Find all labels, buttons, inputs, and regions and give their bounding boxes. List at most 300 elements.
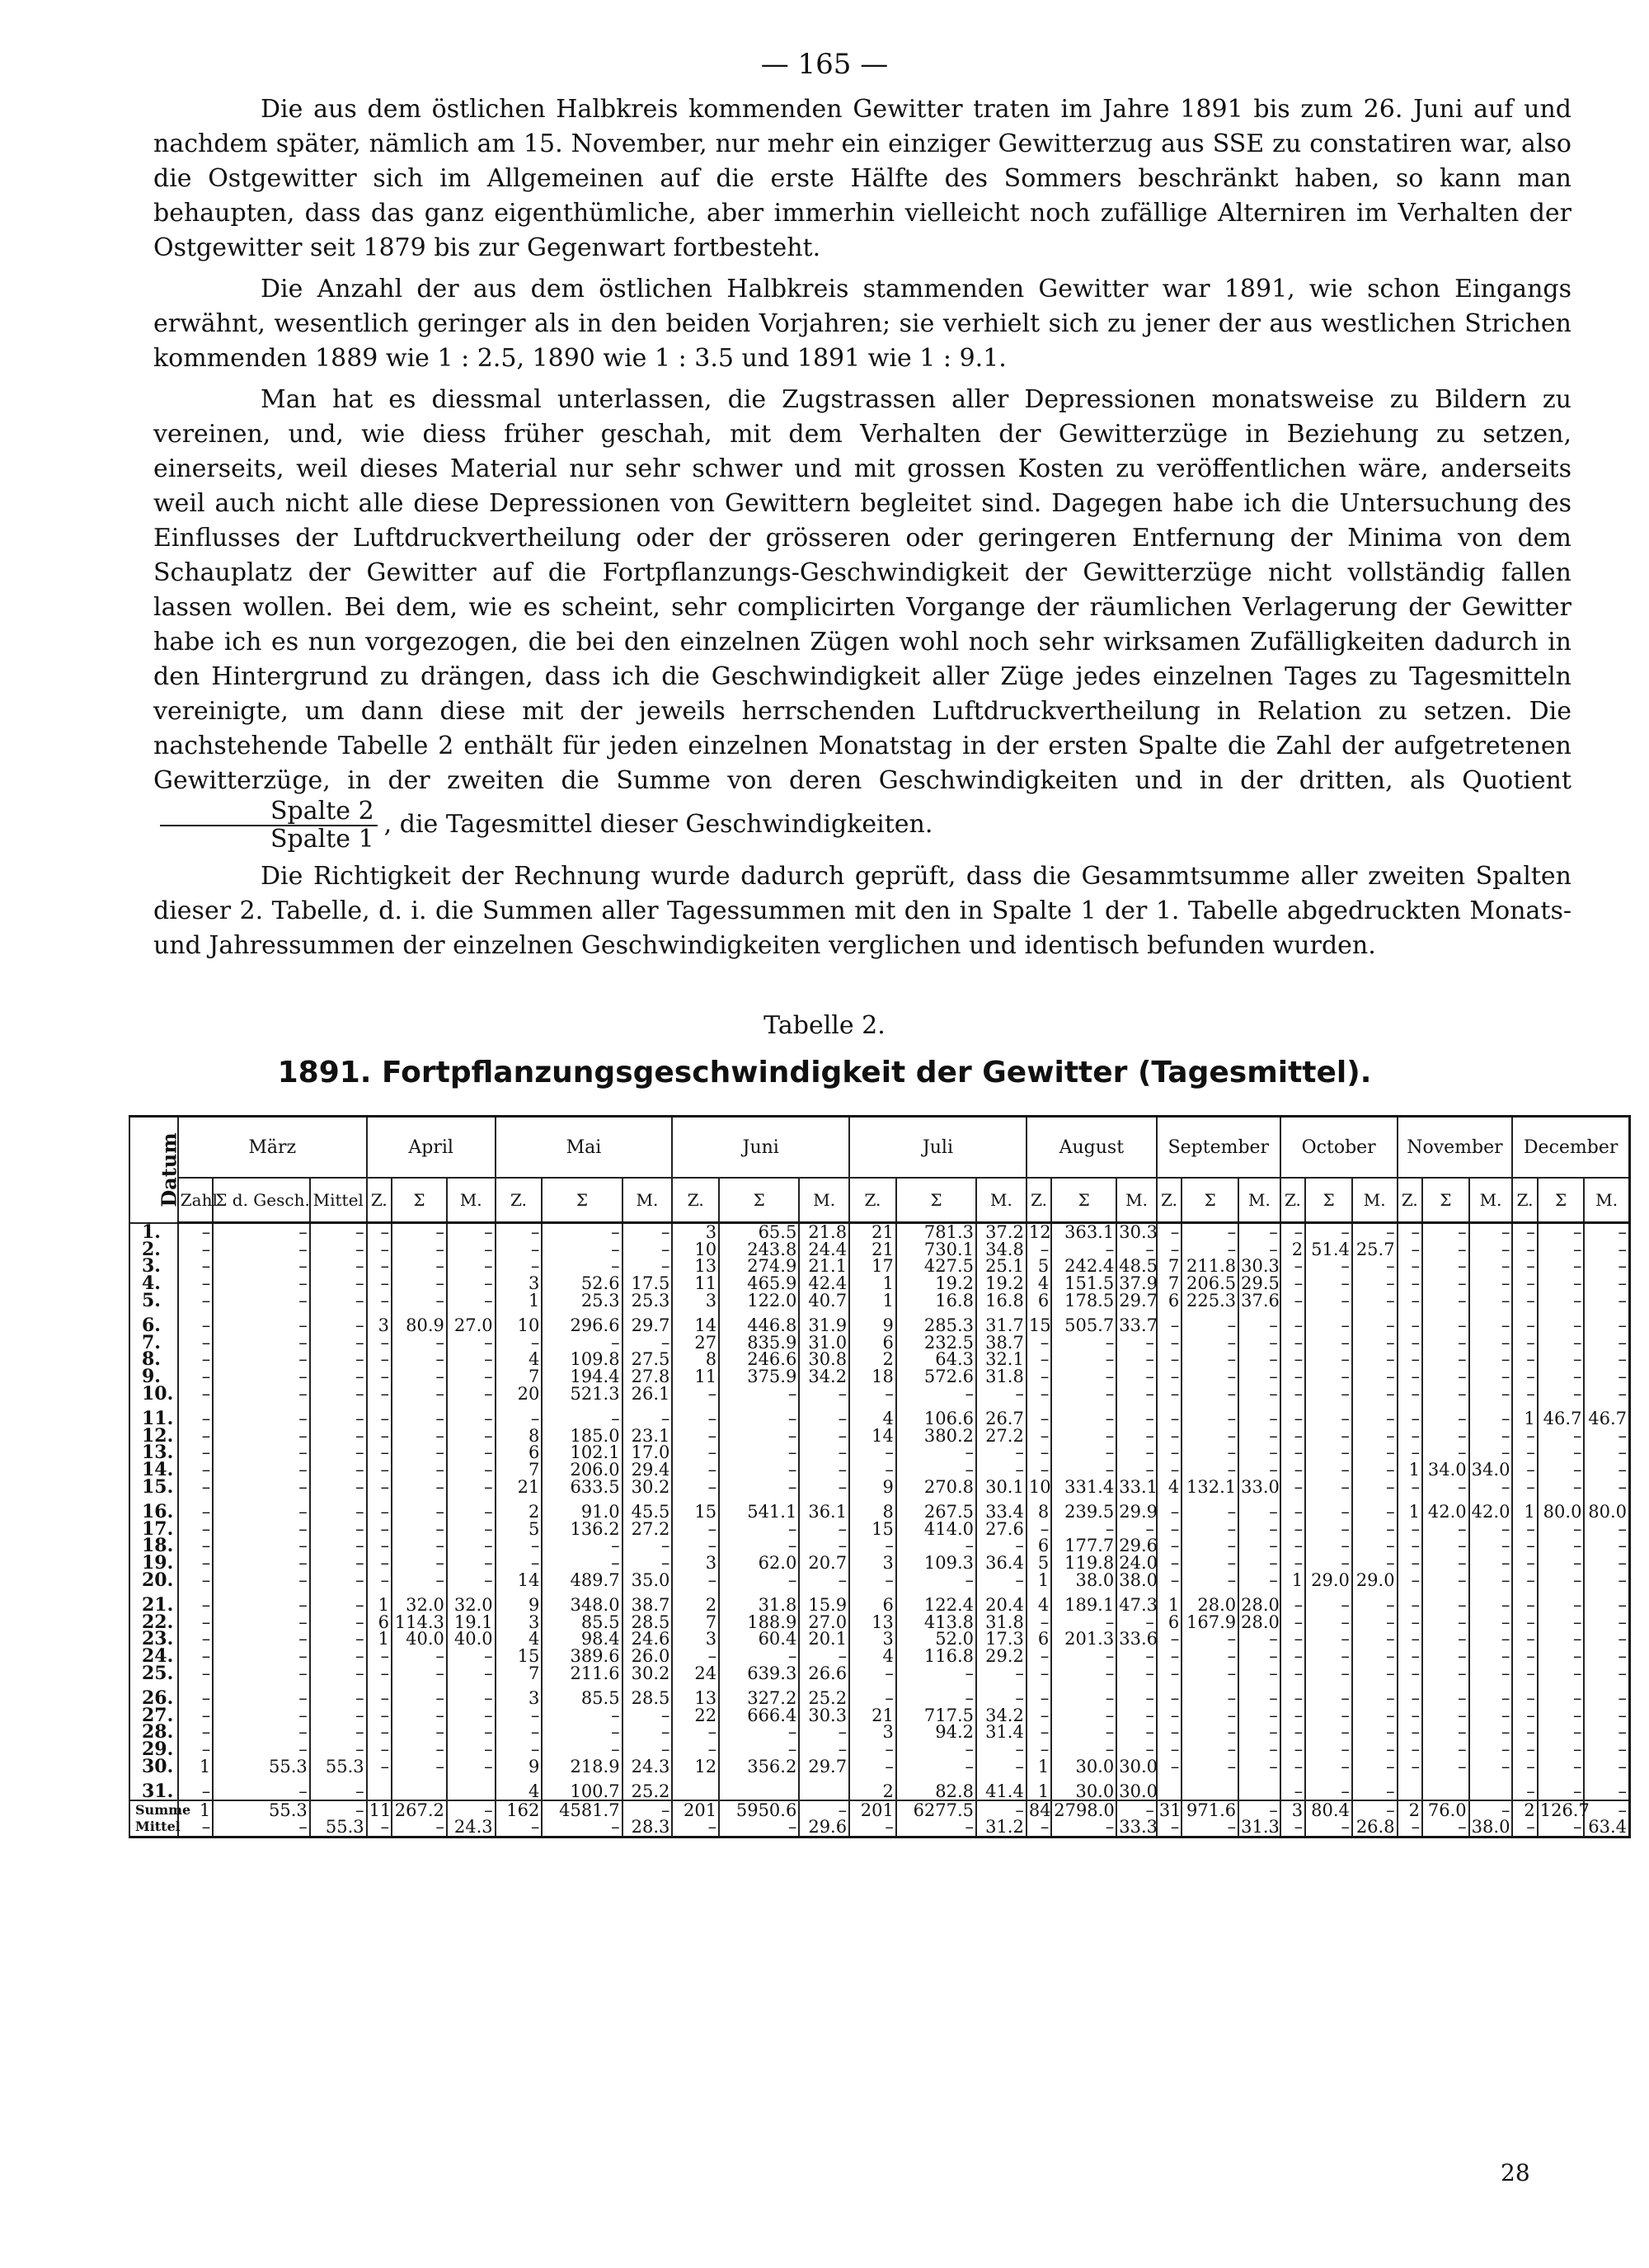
value-cell: – — [447, 1648, 496, 1665]
value-cell: – — [310, 1597, 367, 1614]
value-cell: – — [719, 1478, 799, 1495]
value-cell: – — [896, 1571, 976, 1588]
value-cell: – — [849, 1664, 896, 1682]
value-cell: – — [1538, 1757, 1585, 1775]
value-cell: – — [976, 1537, 1027, 1555]
value-cell: 30.1 — [976, 1478, 1027, 1495]
date-cell: 8. — [129, 1351, 178, 1368]
value-cell: 7 — [496, 1368, 543, 1386]
value-cell: 4 — [496, 1783, 543, 1801]
value-cell: – — [1280, 1428, 1305, 1445]
value-cell: – — [1398, 1368, 1422, 1386]
value-cell: – — [1584, 1613, 1629, 1630]
table-row — [129, 1819, 1630, 1837]
value-cell: – — [213, 1368, 310, 1386]
value-cell: – — [1512, 1571, 1537, 1588]
value-cell: – — [1238, 1461, 1280, 1479]
table-row — [129, 1800, 1630, 1819]
column-subheader: M. — [1584, 1178, 1629, 1223]
value-cell: 26.8 — [1352, 1819, 1398, 1837]
value-cell: 375.9 — [719, 1368, 799, 1386]
value-cell: – — [1182, 1461, 1238, 1479]
value-cell: – — [1157, 1385, 1182, 1402]
value-cell: – — [1398, 1292, 1422, 1309]
value-cell: – — [1027, 1613, 1051, 1630]
value-cell: 218.9 — [542, 1757, 622, 1775]
value-cell: – — [1157, 1757, 1182, 1775]
value-cell: 201 — [849, 1800, 896, 1819]
value-cell: – — [178, 1317, 214, 1334]
value-cell: – — [496, 1741, 543, 1758]
date-cell: 2. — [129, 1241, 178, 1259]
value-cell: – — [622, 1555, 673, 1572]
column-subheader: Σ — [1305, 1178, 1352, 1223]
table-row — [129, 1706, 1630, 1724]
value-cell: – — [1352, 1597, 1398, 1614]
value-cell: 13 — [849, 1613, 896, 1630]
value-cell: – — [1538, 1571, 1585, 1588]
value-cell: 51.4 — [1305, 1241, 1352, 1259]
value-cell: – — [1469, 1690, 1513, 1707]
date-cell: Mittel — [129, 1819, 178, 1837]
value-cell: – — [213, 1334, 310, 1352]
datum-label: Datum — [157, 1132, 181, 1207]
value-cell: 80.0 — [1538, 1503, 1585, 1521]
value-cell: – — [672, 1571, 719, 1588]
value-cell: 5 — [1027, 1258, 1051, 1275]
column-subheader: M. — [1352, 1178, 1398, 1223]
value-cell: – — [1305, 1783, 1352, 1801]
value-cell: – — [719, 1724, 799, 1741]
value-cell: – — [447, 1555, 496, 1572]
date-cell: 15. — [129, 1478, 178, 1495]
value-cell: – — [310, 1275, 367, 1292]
value-cell: 85.5 — [542, 1690, 622, 1707]
value-cell: 6 — [1157, 1613, 1182, 1630]
value-cell: 33.6 — [1116, 1630, 1157, 1648]
value-cell — [799, 1783, 849, 1801]
value-cell: 178.5 — [1051, 1292, 1116, 1309]
value-cell: – — [672, 1461, 719, 1479]
value-cell: – — [1422, 1478, 1469, 1495]
value-cell: – — [1584, 1800, 1629, 1819]
value-cell: – — [719, 1410, 799, 1428]
value-cell: 27.0 — [447, 1317, 496, 1334]
spacer-cell — [213, 1495, 310, 1503]
value-cell: – — [367, 1410, 392, 1428]
value-cell: – — [622, 1741, 673, 1758]
value-cell: – — [1538, 1521, 1585, 1538]
value-cell: – — [367, 1351, 392, 1368]
value-cell: 2 — [1280, 1241, 1305, 1259]
value-cell: 25.3 — [622, 1292, 673, 1309]
value-cell: – — [1512, 1275, 1537, 1292]
value-cell: 572.6 — [896, 1368, 976, 1386]
value-cell: – — [367, 1648, 392, 1665]
value-cell: – — [1538, 1648, 1585, 1665]
value-cell: 521.3 — [542, 1385, 622, 1402]
value-cell: – — [447, 1757, 496, 1775]
value-cell: 40.0 — [392, 1630, 447, 1648]
column-subheader: Z. — [1027, 1178, 1051, 1223]
value-cell: 1 — [496, 1292, 543, 1309]
value-cell: – — [1398, 1241, 1422, 1259]
table-row — [129, 1410, 1630, 1428]
value-cell: – — [1280, 1521, 1305, 1538]
value-cell: 7 — [672, 1613, 719, 1630]
date-cell: 7. — [129, 1334, 178, 1352]
value-cell: – — [1305, 1819, 1352, 1837]
value-cell: – — [1398, 1571, 1422, 1588]
value-cell: – — [1238, 1334, 1280, 1352]
value-cell: – — [1182, 1724, 1238, 1741]
value-cell: 28.0 — [1238, 1613, 1280, 1630]
value-cell: – — [310, 1478, 367, 1495]
value-cell: 201 — [672, 1800, 719, 1819]
value-cell: – — [1305, 1664, 1352, 1682]
value-cell: 505.7 — [1051, 1317, 1116, 1334]
value-cell: – — [1238, 1690, 1280, 1707]
value-cell: – — [1027, 1819, 1051, 1837]
column-subheader: Σ — [1422, 1178, 1469, 1223]
column-subheader: M. — [1469, 1178, 1513, 1223]
value-cell: – — [542, 1258, 622, 1275]
value-cell: – — [799, 1537, 849, 1555]
value-cell: – — [447, 1537, 496, 1555]
value-cell: – — [976, 1461, 1027, 1479]
value-cell: 27.2 — [622, 1521, 673, 1538]
value-cell: – — [1352, 1461, 1398, 1479]
value-cell: – — [1398, 1258, 1422, 1275]
value-cell: – — [1051, 1368, 1116, 1386]
value-cell: – — [1238, 1741, 1280, 1758]
value-cell: – — [1157, 1368, 1182, 1386]
value-cell: – — [672, 1741, 719, 1758]
fraction-denominator: Spalte 1 — [270, 825, 374, 854]
table-row — [129, 1275, 1630, 1292]
value-cell: – — [178, 1555, 214, 1572]
value-cell: – — [672, 1724, 719, 1741]
value-cell: 19.2 — [976, 1275, 1027, 1292]
value-cell: – — [1352, 1503, 1398, 1521]
value-cell: – — [1584, 1223, 1629, 1241]
value-cell: – — [178, 1741, 214, 1758]
table-row — [129, 1495, 1630, 1503]
value-cell: – — [1422, 1706, 1469, 1724]
value-cell: 24.3 — [622, 1757, 673, 1775]
value-cell: – — [1538, 1555, 1585, 1572]
value-cell: – — [367, 1724, 392, 1741]
value-cell: – — [392, 1571, 447, 1588]
column-subheader: Z. — [1280, 1178, 1305, 1223]
value-cell: – — [1305, 1724, 1352, 1741]
value-cell: 6277.5 — [896, 1800, 976, 1819]
value-cell: 31 — [1157, 1800, 1182, 1819]
value-cell: – — [1538, 1368, 1585, 1386]
value-cell: 80.9 — [392, 1317, 447, 1334]
table-row — [129, 1241, 1630, 1259]
value-cell: 267.2 — [392, 1800, 447, 1819]
value-cell: – — [1512, 1741, 1537, 1758]
value-cell: 8 — [1027, 1503, 1051, 1521]
value-cell: – — [1422, 1664, 1469, 1682]
value-cell: – — [1469, 1521, 1513, 1538]
value-cell: – — [178, 1275, 214, 1292]
value-cell: – — [799, 1478, 849, 1495]
value-cell: – — [1512, 1428, 1537, 1445]
value-cell: – — [1027, 1521, 1051, 1538]
value-cell: 17.0 — [622, 1444, 673, 1461]
date-cell: 21. — [129, 1597, 178, 1614]
date-cell: 29. — [129, 1741, 178, 1758]
table-row — [129, 1334, 1630, 1352]
value-cell: – — [310, 1800, 367, 1819]
value-cell: – — [976, 1664, 1027, 1682]
value-cell: – — [1422, 1351, 1469, 1368]
value-cell: 2 — [1512, 1800, 1537, 1819]
column-subheader: Z. — [1157, 1178, 1182, 1223]
value-cell: 94.2 — [896, 1724, 976, 1741]
value-cell: 835.9 — [719, 1334, 799, 1352]
value-cell: 1 — [178, 1757, 214, 1775]
paragraph-2: Die Anzahl der aus dem östlichen Halbkreis stammenden Gewitter war 1891, wie schon Eingangs erwähnt, wesentlich geringer als in den beiden Vorjahren; sie verhielt sich zu jener der aus westlichen Strichen kommenden 1889 wie 1 : 2.5, 1890 wie 1 : 3.5 und 1891 wie 1 : 9.1. — [153, 275, 1571, 373]
value-cell: – — [1352, 1537, 1398, 1555]
table-row — [129, 1757, 1630, 1775]
value-cell: – — [1469, 1428, 1513, 1445]
value-cell: 162 — [496, 1800, 543, 1819]
value-cell: – — [1051, 1819, 1116, 1837]
value-cell: – — [1584, 1428, 1629, 1445]
column-subheader: M. — [447, 1178, 496, 1223]
value-cell: – — [1182, 1385, 1238, 1402]
value-cell: – — [1422, 1317, 1469, 1334]
value-cell: – — [542, 1537, 622, 1555]
value-cell: – — [1305, 1630, 1352, 1648]
paragraph-3-text: Man hat es diessmal unterlassen, die Zugstrassen aller Depressionen monatsweise zu Bildern zu vereinen, und, wie diess früher geschah, mit dem Verhalten der Gewitterzüge in Beziehung zu setzen, einerseits, weil dieses Material nur sehr schwer und mit grossen Kosten zu veröffentlichen wäre, anderseits weil auch nicht alle diese Depressionen von Gewittern begleitet sind. Dagegen habe ich die Untersuchung des Einflusses der Luftdruckvertheilung oder der grösseren oder geringeren Entfernung der Minima von dem Schauplatz der Gewitter auf die Fortpflanzungs-Geschwindigkeit der Gewitterzüge nicht vollständig fallen lassen wollen. Bei dem, wie es scheint, sehr complicirten Vorgange der räumlichen Verlagerung der Gewitter habe ich es nun vorgezogen, die bei den einzelnen Zügen wohl noch sehr wirksamen Zufälligkeiten dadurch in den Hintergrund zu drängen, dass ich die Geschwindigkeit aller Züge jedes einzelnen Tages zu Tagesmitteln vereinigte, um dann diese mit der jeweils herrschenden Luftdruckvertheilung in Relation zu setzen. Die nachstehende Tabelle 2 enthält für jeden einzelnen Monatstag in der ersten Spalte die Zahl der aufgetretenen Gewitterzüge, in der zweiten die Summe von deren Geschwindigkeiten und in der dritten, als Quotient — [153, 385, 1571, 795]
value-cell: – — [310, 1258, 367, 1275]
value-cell: – — [447, 1571, 496, 1588]
value-cell: 10 — [1027, 1478, 1051, 1495]
value-cell: – — [178, 1368, 214, 1386]
value-cell: – — [310, 1223, 367, 1241]
value-cell: – — [1398, 1410, 1422, 1428]
spacer-cell — [213, 1309, 310, 1317]
value-cell: – — [1398, 1724, 1422, 1741]
value-cell: – — [447, 1503, 496, 1521]
value-cell: 84 — [1027, 1800, 1051, 1819]
value-cell: – — [1584, 1334, 1629, 1352]
month-header: September — [1157, 1117, 1280, 1179]
value-cell: – — [447, 1275, 496, 1292]
column-subheader: Mittel — [310, 1178, 367, 1223]
value-cell: – — [1051, 1724, 1116, 1741]
value-cell: 126.7 — [1538, 1800, 1585, 1819]
value-cell: – — [310, 1428, 367, 1445]
value-cell: 9 — [496, 1757, 543, 1775]
spacer-cell — [213, 1682, 310, 1690]
table-row — [129, 1741, 1630, 1758]
value-cell: 3 — [849, 1555, 896, 1572]
value-cell — [1398, 1783, 1422, 1801]
date-cell: 3. — [129, 1258, 178, 1275]
value-cell: 639.3 — [719, 1664, 799, 1682]
value-cell: – — [213, 1724, 310, 1741]
value-cell: – — [1512, 1555, 1537, 1572]
value-cell: – — [367, 1368, 392, 1386]
value-cell: – — [1584, 1478, 1629, 1495]
value-cell: 27 — [672, 1334, 719, 1352]
value-cell: – — [178, 1706, 214, 1724]
value-cell: – — [896, 1385, 976, 1402]
value-cell: – — [310, 1690, 367, 1707]
value-cell: – — [1027, 1428, 1051, 1445]
value-cell: – — [1051, 1690, 1116, 1707]
value-cell: – — [367, 1571, 392, 1588]
value-cell: – — [672, 1428, 719, 1445]
value-cell: – — [719, 1385, 799, 1402]
value-cell: – — [1422, 1724, 1469, 1741]
value-cell: – — [896, 1664, 976, 1682]
table-row — [129, 1402, 1630, 1410]
table-row — [129, 1597, 1630, 1614]
value-cell: – — [1584, 1521, 1629, 1538]
value-cell: – — [1352, 1444, 1398, 1461]
value-cell: 34.2 — [799, 1368, 849, 1386]
value-cell: – — [1538, 1275, 1585, 1292]
value-cell: – — [1027, 1410, 1051, 1428]
value-cell: – — [367, 1706, 392, 1724]
value-cell: – — [1305, 1613, 1352, 1630]
quotient-fraction — [160, 798, 378, 853]
value-cell: – — [1512, 1461, 1537, 1479]
value-cell: – — [1398, 1664, 1422, 1682]
value-cell: – — [1280, 1724, 1305, 1741]
value-cell: – — [1398, 1521, 1422, 1538]
value-cell: 40.7 — [799, 1292, 849, 1309]
value-cell: – — [1422, 1597, 1469, 1614]
value-cell: – — [799, 1385, 849, 1402]
value-cell: – — [1157, 1521, 1182, 1538]
value-cell: 31.3 — [1238, 1819, 1280, 1837]
value-cell: – — [1280, 1613, 1305, 1630]
date-cell: Summe — [129, 1800, 178, 1819]
value-cell: 21 — [849, 1706, 896, 1724]
table-row — [129, 1588, 1630, 1597]
table-row — [129, 1571, 1630, 1588]
value-cell: 82.8 — [896, 1783, 976, 1801]
value-cell: – — [1051, 1444, 1116, 1461]
value-cell: – — [178, 1664, 214, 1682]
value-cell: – — [896, 1444, 976, 1461]
value-cell: 11 — [672, 1275, 719, 1292]
value-cell: 185.0 — [542, 1428, 622, 1445]
value-cell: – — [213, 1664, 310, 1682]
value-cell: – — [392, 1724, 447, 1741]
value-cell: 26.0 — [622, 1648, 673, 1665]
month-header: December — [1512, 1117, 1629, 1179]
value-cell: – — [1157, 1444, 1182, 1461]
footer-page-number: 28 — [1501, 2159, 1530, 2186]
value-cell: – — [1352, 1258, 1398, 1275]
value-cell: – — [1352, 1410, 1398, 1428]
value-cell: – — [447, 1706, 496, 1724]
value-cell: 122.4 — [896, 1597, 976, 1614]
value-cell: – — [1280, 1461, 1305, 1479]
value-cell: 34.0 — [1422, 1461, 1469, 1479]
table-title: 1891. Fortpflanzungsgeschwindigkeit der Gewitter (Tagesmittel). — [277, 1056, 1372, 1089]
value-cell: – — [1305, 1444, 1352, 1461]
value-cell: – — [496, 1706, 543, 1724]
value-cell: – — [496, 1537, 543, 1555]
value-cell: 40.0 — [447, 1630, 496, 1648]
value-cell: – — [1584, 1537, 1629, 1555]
table-row — [129, 1555, 1630, 1572]
value-cell: 15 — [849, 1521, 896, 1538]
value-cell: 38.0 — [1051, 1571, 1116, 1588]
value-cell: – — [392, 1537, 447, 1555]
value-cell: 91.0 — [542, 1503, 622, 1521]
value-cell: – — [896, 1741, 976, 1758]
value-cell: – — [849, 1741, 896, 1758]
value-cell: 380.2 — [896, 1428, 976, 1445]
value-cell: – — [1051, 1648, 1116, 1665]
value-cell: – — [1352, 1478, 1398, 1495]
value-cell: – — [392, 1503, 447, 1521]
value-cell: – — [447, 1800, 496, 1819]
value-cell: 9 — [849, 1317, 896, 1334]
value-cell: – — [367, 1258, 392, 1275]
velocity-table — [129, 1115, 1631, 1838]
value-cell: – — [1116, 1613, 1157, 1630]
value-cell: – — [1182, 1690, 1238, 1707]
month-header: April — [367, 1117, 496, 1179]
paragraph-1: Die aus dem östlichen Halbkreis kommenden Gewitter traten im Jahre 1891 bis zum 26. Juni auf und nachdem später, nämlich am 15. November, nur mehr ein einziger Gewitterzug aus SSE zu constatiren war, also die Ostgewitter sich im Allgemeinen auf die erste Hälfte des Sommers beschränkt haben, so kann man behaupten, dass das ganz eigenthümliche, aber immerhin vielleicht noch zufällige Alterniren im Verhalten der Ostgewitter seit 1879 bis zur Gegenwart fortbesteht. — [153, 95, 1571, 262]
value-cell: – — [1352, 1428, 1398, 1445]
value-cell: – — [1512, 1664, 1537, 1682]
value-cell: 52.6 — [542, 1275, 622, 1292]
value-cell: – — [1305, 1706, 1352, 1724]
value-cell: – — [1398, 1317, 1422, 1334]
column-subheader: Σ d. Gesch. — [213, 1178, 310, 1223]
value-cell: – — [1512, 1630, 1537, 1648]
value-cell: 9 — [849, 1478, 896, 1495]
value-cell: – — [213, 1385, 310, 1402]
value-cell: – — [1280, 1741, 1305, 1758]
value-cell: – — [1538, 1741, 1585, 1758]
value-cell: – — [496, 1819, 543, 1837]
value-cell: 47.3 — [1116, 1597, 1157, 1614]
value-cell: – — [392, 1444, 447, 1461]
value-cell: – — [1469, 1664, 1513, 1682]
value-cell: 3 — [496, 1690, 543, 1707]
value-cell: 29.7 — [622, 1317, 673, 1334]
value-cell: – — [1027, 1664, 1051, 1682]
value-cell: – — [1352, 1334, 1398, 1352]
value-cell: 427.5 — [896, 1258, 976, 1275]
value-cell: 29.7 — [1116, 1292, 1157, 1309]
value-cell: – — [1280, 1819, 1305, 1837]
value-cell: – — [1157, 1241, 1182, 1259]
value-cell: – — [799, 1428, 849, 1445]
value-cell: 29.2 — [976, 1648, 1027, 1665]
value-cell: 33.4 — [976, 1503, 1027, 1521]
value-cell: – — [622, 1223, 673, 1241]
value-cell: – — [1469, 1706, 1513, 1724]
value-cell: – — [896, 1690, 976, 1707]
value-cell: – — [1305, 1597, 1352, 1614]
value-cell: – — [719, 1648, 799, 1665]
value-cell: – — [1422, 1428, 1469, 1445]
